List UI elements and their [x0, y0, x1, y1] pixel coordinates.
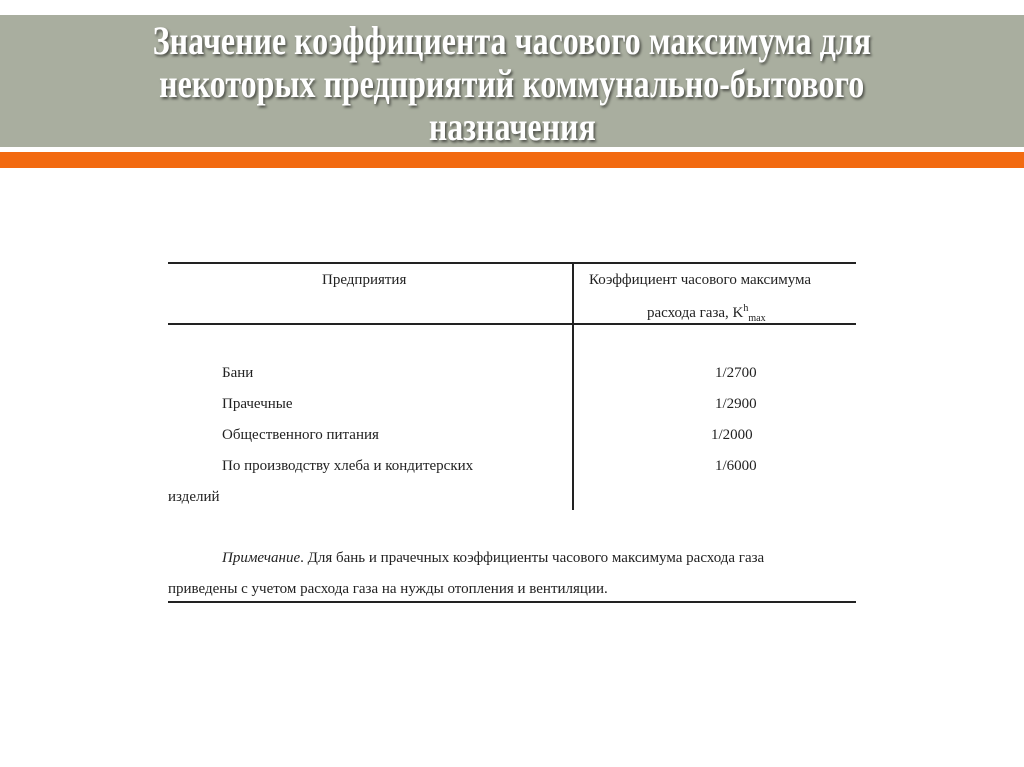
row-value: 1/2000 [711, 427, 753, 443]
table-top-rule [168, 262, 856, 264]
row-name: Прачечные [222, 396, 293, 412]
column-header-coefficient-line2: расхода газа, $K^h_{max}$ [647, 303, 766, 324]
table-column-divider [572, 263, 574, 510]
table-bottom-rule [168, 601, 856, 603]
row-value: 1/2900 [715, 396, 757, 412]
slide-title-line-3: назначения [428, 104, 596, 149]
accent-bar [0, 152, 1024, 168]
row-name: Общественного питания [222, 427, 379, 443]
slide-title-line-1: Значение коэффициента часового максимума для [152, 18, 872, 63]
row-value: 1/6000 [715, 458, 757, 474]
row-name-continued: изделий [168, 489, 220, 505]
row-value: 1/2700 [715, 365, 757, 381]
row-name: По производству хлеба и кондитерских [222, 458, 474, 474]
slide-title-line-2: некоторых предприятий коммунально-бытового [159, 61, 865, 106]
row-name: Бани [222, 365, 254, 381]
table-note-line1: Примечание. Для бань и прачечных коэффициенты часового максимума расхода газа [222, 550, 765, 566]
column-header-enterprises: Предприятия [322, 272, 407, 288]
column-header-coefficient-line1: Коэффициент часового максимума [589, 272, 812, 288]
table-note-line2: приведены с учетом расхода газа на нужды отопления и вентиляции. [168, 581, 608, 597]
